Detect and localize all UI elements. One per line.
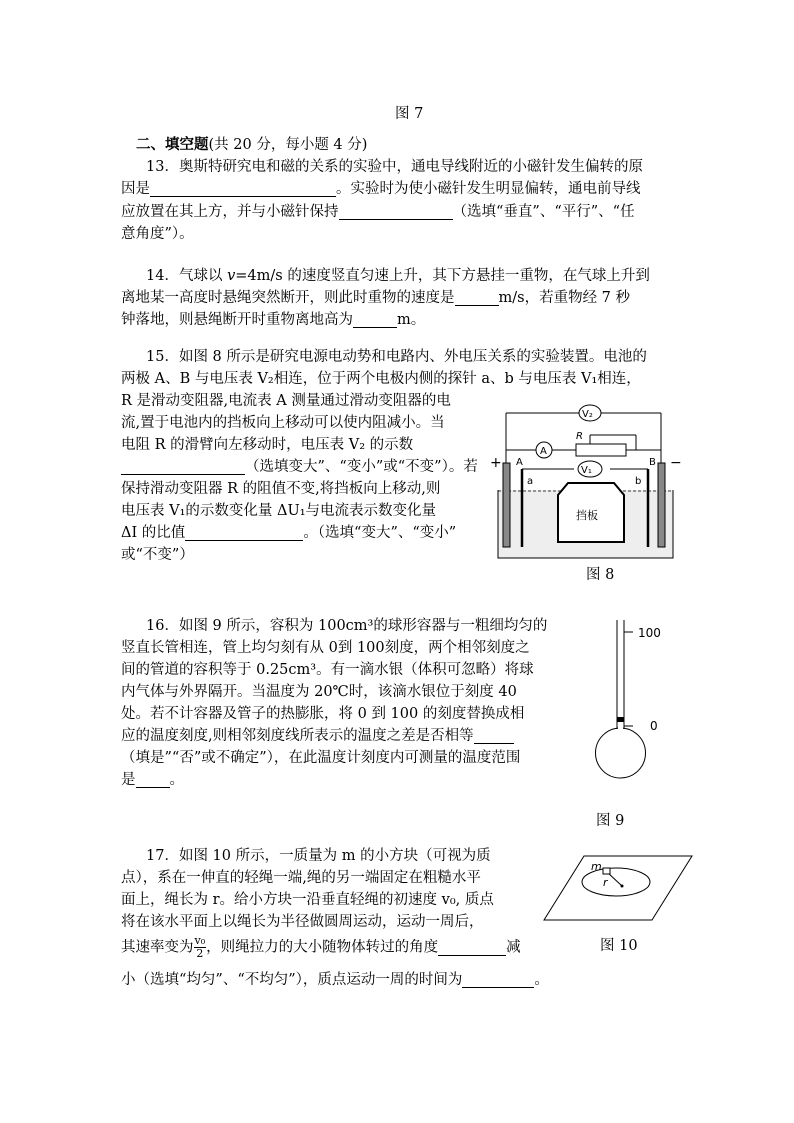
q16-text: 是 [121,772,136,788]
q16-answer-blank-2[interactable] [136,771,170,788]
v1-label: V₁ [581,465,592,476]
q17-answer-blank-2[interactable] [462,971,534,988]
q16-text: 应的温度刻度,则相邻刻度线所表示的温度之差是否相等 [121,728,474,744]
q17-line-6 [121,969,549,991]
q16-line-3: 间的管道的容积等于 0.25cm³。有一滴水银（体积可忽略）将球 [121,662,534,678]
q15-text: ΔI 的比值 [121,525,186,541]
figure-10-caption: 图 10 [600,938,638,954]
scale-100-label: 100 [638,626,661,640]
q14-text: 钟落地，则悬绳断开时重物离地高为 [121,312,353,328]
q13-text: 因是 [121,181,150,197]
section-note: (共 20 分，每小题 4 分) [208,137,368,153]
q16-line-1: 16．如图 9 所示，容积为 100cm³的球形容器与一粗细均匀的 [146,618,548,634]
q13-text: 。实验时为使小磁针发生明显偏转，通电前导线 [336,181,641,197]
q16-line-6 [121,725,514,747]
q17-answer-blank-1[interactable] [438,939,506,956]
q17-text: ，则绳拉力的大小随物体转过的角度 [206,939,439,956]
scale-0-label: 0 [650,719,658,733]
terminal-a-label: A [516,457,523,468]
q17-text: 其速率变为 [121,939,194,956]
horizontal-plane [544,856,692,920]
q16-line-5: 处。若不计容器及管子的热膨胀，将 0 到 100 的刻度替换成相 [121,706,525,722]
q13-text: 应放置在其上方，并与小磁针保持 [121,204,339,220]
q16-answer-blank-1[interactable] [474,727,514,744]
rheostat-icon [576,444,626,456]
spherical-container [596,728,646,778]
ammeter-label: A [540,446,547,457]
plus-sign: + [490,455,502,471]
q15-line-3: R 是滑动变阻器,电流表 A 测量通过滑动变阻器的电 [121,393,451,409]
q17-line-5 [121,935,521,960]
terminal-b-label: B [649,457,656,468]
q13-text: （选填“垂直”、“平行”、“任 [452,204,635,220]
q14-answer-blank-1[interactable] [455,289,499,306]
q15-answer-blank-2[interactable] [185,524,303,541]
q16-line-4: 内气体与外界隔开。当温度为 20℃时，该滴水银位于刻度 40 [121,684,517,700]
q16-text: 。 [169,772,184,788]
q14-text: m。 [397,312,426,328]
q17-line-4: 将在该水平面上以绳长为半径做圆周运动，运动一周后， [121,914,484,930]
q14-text: m/s，若重物经 7 秒 [498,290,631,306]
q16-line-7: （填是”“否”或不确定”），在此温度计刻度内可测量的温度范围 [121,750,521,766]
small-block [603,868,610,874]
tube-neck [618,725,623,731]
q14-text: 14．气球以 [146,268,228,284]
q17-text: 小（选填“均匀”、“不均匀”），质点运动一周的时间为 [121,972,463,988]
q17-line-3: 面上，绳长为 r。给小方块一沿垂直轻绳的初速度 v₀, 质点 [121,892,494,908]
q16-line-2: 竖直长管相连，管上均匀刻有从 0到 100刻度，两个相邻刻度之 [121,640,530,656]
electrode-b [658,463,665,547]
fraction-denominator: 2 [196,947,204,960]
figure-9-caption: 图 9 [596,813,625,829]
q14-line-2 [121,287,630,309]
figure-7-caption: 图 7 [395,106,424,122]
mass-label: m [591,860,602,873]
figure-8-diagram [486,395,686,585]
q14-line-1 [146,265,650,287]
q15-line-9 [121,522,456,544]
pivot-point [621,885,624,888]
probe-b-label: b [635,476,642,487]
q14-line-3 [121,309,425,331]
fraction-v0-over-2 [194,935,207,960]
q15-line-4: 流,置于电池内的挡板向上移动可以使内阻减小。当 [121,415,445,431]
section-title: 二、填空题 [136,136,209,153]
rheostat-label: R [576,431,583,442]
v2-label: V₂ [582,409,593,420]
q17-line-2: 点），系在一伸直的轻绳一端,绳的另一端固定在粗糙水平 [121,870,481,886]
probe-a-label: a [527,476,534,487]
q15-line-6 [121,456,478,478]
q14-text: =4m/s 的速度竖直匀速上升，其下方悬挂一重物，在气球上升到 [235,268,650,284]
q17-text: 。 [534,972,549,988]
radius-label: r [603,876,608,889]
figure-9-diagram [588,615,678,795]
q15-line-5: 电阻 R 的滑臂向左移动时，电压表 V₂ 的示数 [121,437,414,453]
q15-line-1: 15．如图 8 所示是研究电源电动势和电路内、外电压关系的实验装置。电池的 [146,349,647,365]
figure-10-diagram [540,852,700,924]
q14-answer-blank-2[interactable] [353,311,397,328]
q13-answer-blank-2[interactable] [339,203,453,220]
q14-text: 离地某一高度时悬绳突然断开，则此时重物的速度是 [121,290,455,306]
q15-text: （选填变大”、“变小”或“不变”）。若 [245,459,478,475]
q15-line-2: 两极 A、B 与电压表 V₂相连，位于两个电极内侧的探针 a、b 与电压表 V₁相连， [121,371,641,387]
q13-line-4: 意角度”）。 [121,226,194,242]
q15-line-7: 保持滑动变阻器 R 的阻值不变,将挡板向上移动,则 [121,481,441,497]
baffle-label: 挡板 [576,509,598,522]
q15-answer-blank-1[interactable] [121,458,245,475]
q17-text: 减 [506,939,521,956]
q14-var-v: v [227,268,236,284]
q15-line-10: 或“不变”） [121,547,194,563]
minus-sign: − [670,455,682,471]
q15-text: 。（选填“变大”、“变小” [303,525,457,541]
section-heading [136,134,367,156]
fraction-numerator: v₀ [194,934,206,947]
q13-line-2 [121,178,641,200]
q13-answer-blank-1[interactable] [150,180,336,197]
q17-line-1: 17．如图 10 所示，一质量为 m 的小方块（可视为质 [146,848,491,864]
figure-8-caption: 图 8 [586,567,615,583]
q13-line-1: 13．奥斯特研究电和磁的关系的实验中，通电导线附近的小磁针发生偏转的原 [146,159,643,175]
q15-line-8: 电压表 V₁的示数变化量 ΔU₁与电流表示数变化量 [121,503,437,519]
mercury-drop [617,717,624,722]
q16-line-8 [121,769,184,791]
electrode-a [503,463,510,547]
q13-line-3 [121,201,635,223]
